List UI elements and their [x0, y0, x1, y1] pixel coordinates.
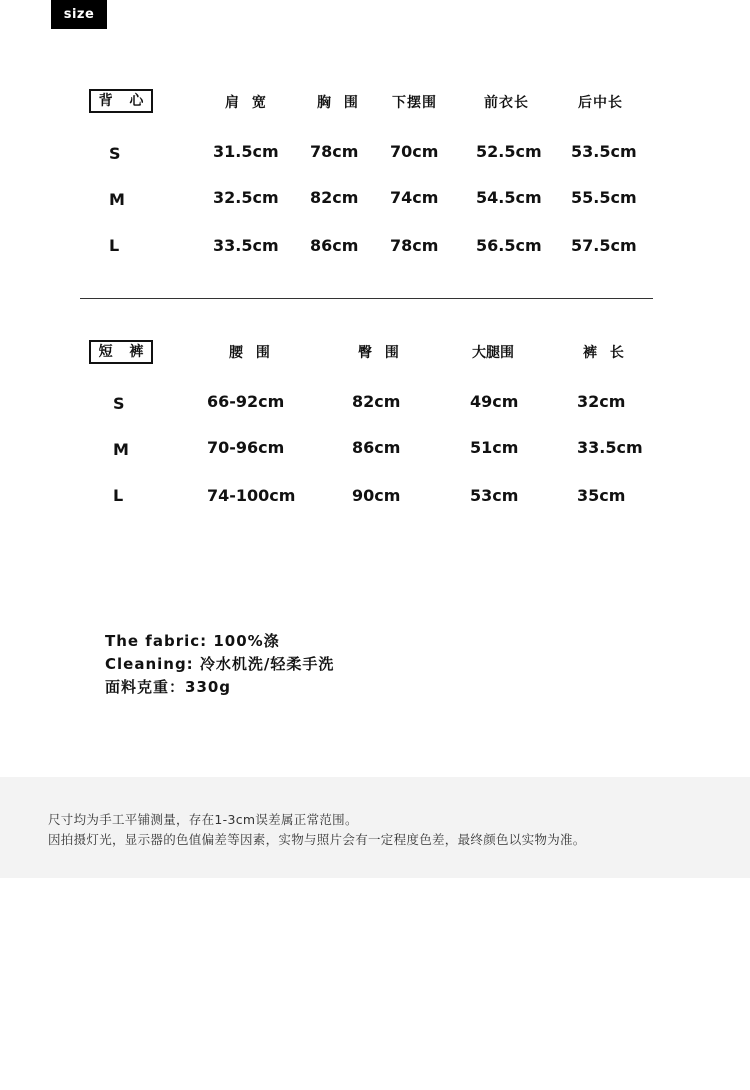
- vest-cell: 57.5cm: [571, 236, 637, 255]
- vest-cell: 33.5cm: [213, 236, 279, 255]
- shorts-cell: 35cm: [577, 486, 626, 505]
- shorts-size-s: S: [113, 394, 125, 413]
- section-divider: [80, 298, 653, 299]
- vest-size-s: S: [109, 144, 121, 163]
- vest-cell: 52.5cm: [476, 142, 542, 161]
- vest-cell: 78cm: [310, 142, 359, 161]
- shorts-header-waist: 腰 围: [229, 345, 274, 361]
- shorts-cell: 86cm: [352, 438, 401, 457]
- vest-cell: 70cm: [390, 142, 439, 161]
- vest-cell: 54.5cm: [476, 188, 542, 207]
- vest-cell: 31.5cm: [213, 142, 279, 161]
- vest-cell: 74cm: [390, 188, 439, 207]
- shorts-header-hip: 臀 围: [358, 345, 403, 361]
- vest-cell: 55.5cm: [571, 188, 637, 207]
- shorts-cell: 49cm: [470, 392, 519, 411]
- vest-header-shoulder: 肩 宽: [225, 95, 270, 111]
- vest-cell: 78cm: [390, 236, 439, 255]
- shorts-size-l: L: [113, 486, 124, 505]
- vest-header-back-length: 后中长: [578, 95, 623, 111]
- notice-line-color: 因拍摄灯光，显示器的色值偏差等因素，实物与照片会有一定程度色差，最终颜色以实物为准。: [48, 832, 586, 847]
- shorts-cell: 33.5cm: [577, 438, 643, 457]
- shorts-cell: 70-96cm: [207, 438, 285, 457]
- shorts-cell: 82cm: [352, 392, 401, 411]
- vest-cell: 86cm: [310, 236, 359, 255]
- shorts-cell: 53cm: [470, 486, 519, 505]
- shorts-size-m: M: [113, 440, 129, 459]
- vest-cell: 56.5cm: [476, 236, 542, 255]
- fabric-weight: 面料克重：330g: [105, 678, 232, 696]
- fabric-info: [105, 630, 334, 699]
- vest-size-l: L: [109, 236, 120, 255]
- shorts-cell: 74-100cm: [207, 486, 296, 505]
- shorts-cell: 51cm: [470, 438, 519, 457]
- size-tag: size: [51, 0, 107, 29]
- vest-cell: 53.5cm: [571, 142, 637, 161]
- notice-line-measurement: 尺寸均为手工平铺测量，存在1-3cm误差属正常范围。: [48, 812, 358, 827]
- vest-header-hem: 下摆围: [392, 95, 437, 111]
- shorts-header-length: 裤 长: [583, 345, 628, 361]
- vest-header-chest: 胸 围: [317, 95, 362, 111]
- shorts-cell: 66-92cm: [207, 392, 285, 411]
- vest-cell: 82cm: [310, 188, 359, 207]
- vest-header-front-length: 前衣长: [484, 95, 529, 111]
- notice-band: [0, 777, 750, 878]
- fabric-composition: The fabric: 100%涤: [105, 632, 280, 650]
- shorts-header-thigh: 大腿围: [472, 345, 514, 361]
- fabric-cleaning: Cleaning: 冷水机洗/轻柔手洗: [105, 655, 335, 673]
- vest-cell: 32.5cm: [213, 188, 279, 207]
- shorts-cell: 90cm: [352, 486, 401, 505]
- vest-size-m: M: [109, 190, 125, 209]
- shorts-cell: 32cm: [577, 392, 626, 411]
- notice-text: [48, 810, 586, 850]
- vest-title: 背 心: [89, 89, 153, 113]
- shorts-title: 短 裤: [89, 340, 153, 364]
